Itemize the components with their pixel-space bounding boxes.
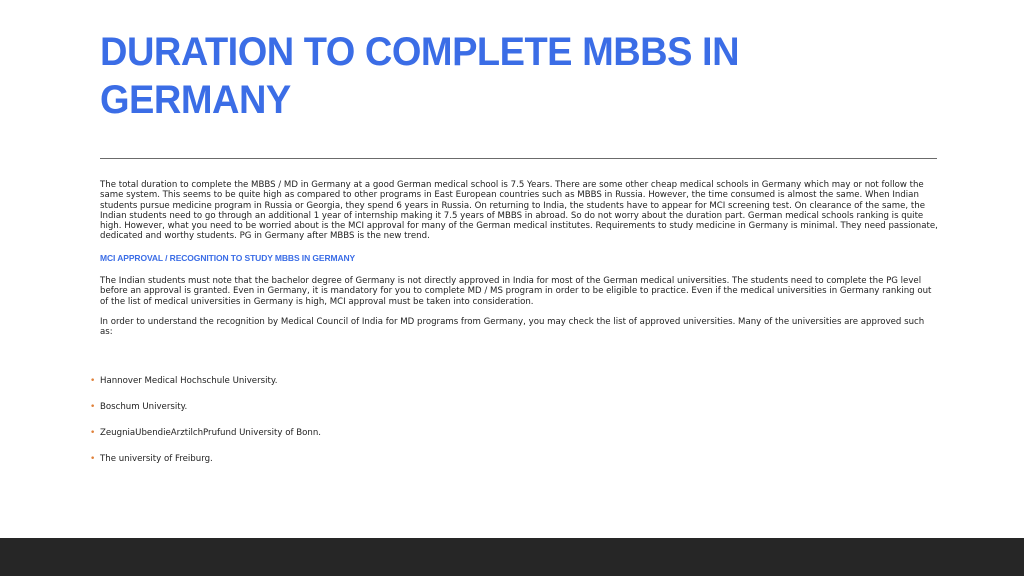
list-item [86,376,321,402]
university-name: Boschum University. [100,402,188,412]
title-divider [100,158,937,159]
approved-universities-list [86,376,321,480]
university-name: The university of Freiburg. [100,454,213,464]
list-item [86,454,321,480]
university-name: Hannover Medical Hochschule University. [100,376,278,386]
bullet-icon: • [90,428,96,438]
bullet-icon: • [90,376,96,386]
duration-paragraph: The total duration to complete the MBBS / MD in Germany at a good German medical school is 7.5 Years. There are some other cheap medical schools in Germany which may or not follow the same system. This seems to be quite high as compared to other programs in East European countries such as MBBS in Russia. However, the time consumed is almost the same. When Indian students pursue medicine program in Russia or Georgia, they spend 6 years in Russia. On returning to India, the students have to appear for MCI screening test. On clearance of the same, the Indian students need to go through an additional 1 year of internship making it 7.5 years of MBBS in abroad. So do not worry about the duration part. German medical schools ranking is quite high. However, what you need to be worried about is the MCI approval for many of the German medical institutes. Requirements to study medicine in Germany is minimal. They need passionate, dedicated and worthy students. PG in Germany after MBBS is the new trend. [100,180,938,242]
slide-content [100,180,938,338]
footer-bar [0,538,1024,576]
bullet-icon: • [90,402,96,412]
bullet-icon: • [90,454,96,464]
university-name: ZeugniaUbendieArztilchPrufund University of Bonn. [100,428,322,438]
slide-title: DURATION TO COMPLETE MBBS IN GERMANY [100,30,740,123]
list-item [86,402,321,428]
mci-approval-subheading: MCI APPROVAL / RECOGNITION TO STUDY MBBS IN GERMANY [100,252,356,263]
recognition-paragraph: In order to understand the recognition by Medical Council of India for MD programs from Germany, you may check the list of approved universities. Many of the universities are approved such as: [100,316,925,338]
approval-paragraph: The Indian students must note that the bachelor degree of Germany is not directly approved in India for most of the German medical universities. The students need to complete the PG level before an approval is granted. Even in Germany, it is mandatory for you to complete MD / MS program in order to be eligible to practice. Even if the medical universities in Germany ranking out of the list of medical universities in Germany is high, MCI approval must be taken into consideration. [100,276,932,307]
list-item [86,428,321,454]
